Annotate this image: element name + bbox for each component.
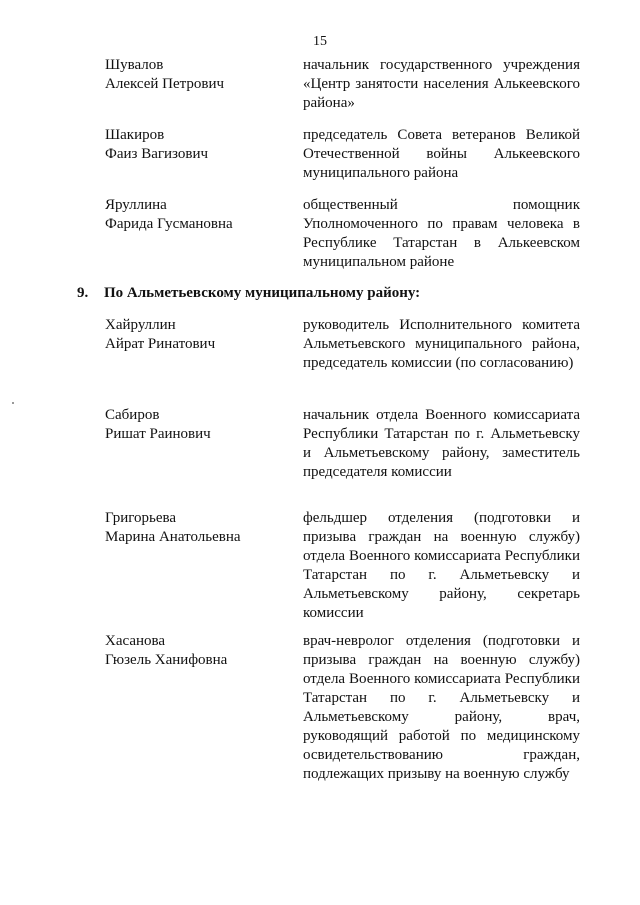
member-name	[105, 196, 295, 234]
member-given-name: Алексей Петрович	[105, 76, 225, 92]
section-heading	[77, 284, 420, 303]
section-title: По Альметьевскому муниципальному району:	[104, 285, 421, 301]
member-given-name: Гюзель Ханифовна	[105, 652, 228, 668]
member-given-name: Марина Анатольевна	[105, 529, 241, 545]
section-number: 9.	[77, 285, 89, 301]
member-role: начальник отдела Военного комиссариата Республики Татарстан по г. Альметьевску и Альметьевскому району, заместитель председателя комиссии	[303, 407, 580, 480]
member-name	[105, 509, 295, 547]
member-name	[105, 632, 295, 670]
member-role: руководитель Исполнительного комитета Альметьевского муниципального района, председатель комиссии (по согласованию)	[303, 317, 580, 371]
margin-dot	[12, 402, 14, 404]
member-given-name: Ришат Раинович	[105, 426, 211, 442]
member-name	[105, 406, 295, 444]
member-role: председатель Совета ветеранов Великой Отечественной войны Алькеевского муниципального района	[303, 127, 580, 181]
member-role: фельдшер отделения (подготовки и призыва граждан на военную службу) отдела Военного комиссариата Республики Татарстан по г. Альметьевску и Альметьевскому району, секретарь комиссии	[303, 510, 580, 621]
member-role: врач-невролог отделения (подготовки и призыва граждан на военную службу) отдела Военного комиссариата Республики Татарстан по г. Альметьевску и Альметьевскому району, врач, руководящий работой по медицинскому освидетельствованию граждан, подлежащих призыву на военную службу	[303, 633, 580, 782]
member-name	[105, 316, 295, 354]
member-name	[105, 126, 295, 164]
page-number: 15	[313, 34, 327, 49]
member-given-name: Фарида Гусмановна	[105, 216, 233, 232]
member-surname: Григорьева	[105, 510, 177, 526]
member-surname: Шувалов	[105, 57, 164, 73]
member-role: общественный помощник Уполномоченного по правам человека в Республике Татарстан в Алькеевском муниципальном районе	[303, 197, 580, 270]
member-surname: Яруллина	[105, 197, 167, 213]
member-surname: Хасанова	[105, 633, 166, 649]
member-name	[105, 56, 295, 94]
member-given-name: Айрат Ринатович	[105, 336, 216, 352]
member-surname: Шакиров	[105, 127, 165, 143]
member-given-name: Фаиз Вагизович	[105, 146, 209, 162]
member-surname: Сабиров	[105, 407, 160, 423]
member-surname: Хайруллин	[105, 317, 176, 333]
member-role: начальник государственного учреждения «Центр занятости населения Алькеевского района»	[303, 57, 580, 111]
